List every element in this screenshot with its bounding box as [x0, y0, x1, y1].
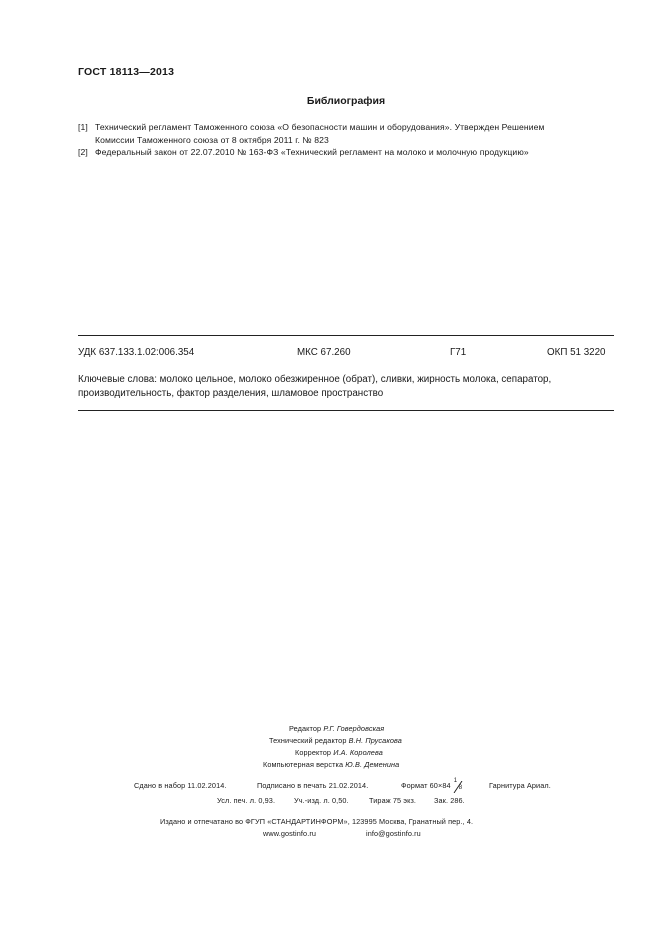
corrector-label: Корректор	[295, 748, 332, 757]
bibliography-item-text: Технический регламент Таможенного союза «О безопасности машин и оборудования». Утвержден Решением	[95, 122, 545, 132]
corrector-name: И.А. Королева	[333, 748, 383, 757]
bibliography-item-text: Федеральный закон от 22.07.2010 № 163-ФЗ «Технический регламент на молоко и молочную продукцию»	[95, 147, 529, 157]
group-code: Г71	[450, 347, 467, 358]
editor-name: Р.Г. Говердовская	[323, 724, 385, 733]
publisher-line: Издано и отпечатано во ФГУП «СТАНДАРТИНФОРМ», 123995 Москва, Гранатный пер., 4.	[160, 817, 474, 826]
editor-label: Редактор	[289, 724, 322, 733]
keywords	[78, 373, 618, 401]
keywords-line-continued: производительность, фактор разделения, шламовое пространство	[78, 388, 384, 399]
udk-code: УДК 637.133.1.02:006.354	[78, 347, 195, 358]
sent-to-set: Сдано в набор 11.02.2014.	[134, 781, 227, 790]
format-fraction	[453, 778, 463, 792]
editor-credit	[289, 724, 384, 733]
okp-code: ОКП 51 3220	[547, 347, 606, 358]
website-link[interactable]: www.gostinfo.ru	[263, 829, 317, 838]
bibliography-item	[78, 146, 618, 159]
bottom-divider	[78, 410, 614, 411]
bibliography-title: Библиография	[306, 95, 386, 107]
corrector-credit	[295, 748, 383, 757]
print-sheets: Усл. печ. л. 0,93.	[217, 796, 276, 805]
layout-label: Компьютерная верстка	[263, 760, 344, 769]
tech-editor-label: Технический редактор	[269, 736, 347, 745]
keywords-line: Ключевые слова: молоко цельное, молоко обезжиренное (обрат), сливки, жирность молока, сепаратор,	[78, 374, 552, 385]
layout-name: Ю.В. Деменина	[345, 760, 400, 769]
format-label: Формат 60×84	[401, 781, 451, 790]
paper-format	[401, 778, 463, 792]
format-denominator: 8	[458, 785, 463, 792]
bibliography-item	[78, 121, 618, 147]
typeface: Гарнитура Ариал.	[489, 781, 551, 790]
format-numerator: 1	[453, 778, 458, 785]
publication-sheets: Уч.-изд. л. 0,50.	[294, 796, 349, 805]
mks-code: МКС 67.260	[297, 347, 351, 358]
tech-editor-credit	[269, 736, 402, 745]
layout-credit	[263, 760, 399, 769]
standard-number: ГОСТ 18113—2013	[78, 66, 175, 78]
bibliography-item-number: [2]	[78, 147, 88, 157]
signed-to-print: Подписано в печать 21.02.2014.	[257, 781, 369, 790]
order-number: Зак. 286.	[434, 796, 465, 805]
top-divider	[78, 335, 614, 336]
tech-editor-name: В.Н. Прусакова	[348, 736, 402, 745]
circulation: Тираж 75 экз.	[369, 796, 417, 805]
bibliography-item-text-continued: Комиссии Таможенного союза от 8 октября 2011 г. № 823	[95, 135, 329, 145]
email-link[interactable]: info@gostinfo.ru	[366, 829, 421, 838]
bibliography-item-number: [1]	[78, 122, 88, 132]
